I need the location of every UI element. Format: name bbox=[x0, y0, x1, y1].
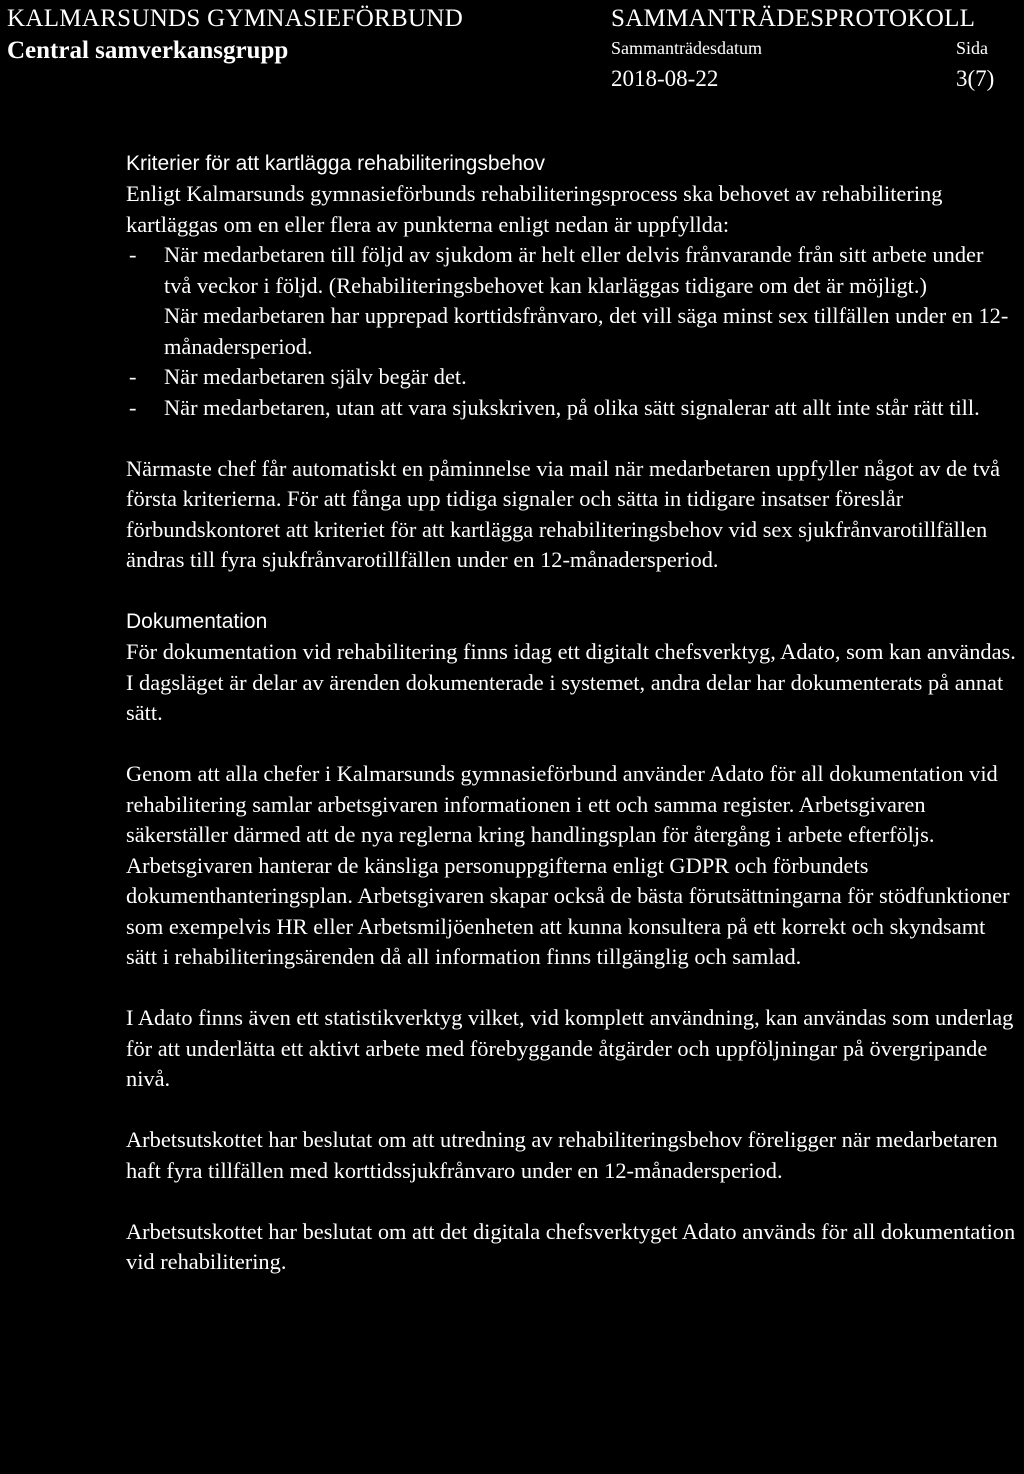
meta-values-row bbox=[611, 62, 1021, 96]
documentation-paragraph: I Adato finns även ett statistikverktyg vilket, vid komplett användning, kan användas som underlag för att underlätta ett aktivt arbete med förebyggande åtgärder och uppföljningar på övergripande nivå. bbox=[126, 1005, 1014, 1091]
criteria-item: - När medarbetaren till följd av sjukdom är helt eller delvis frånvarande från sitt arbete under två veckor i följd. (Rehabiliteringsbehovet kan klarläggas tidigare om det är möjligt.) bbox=[126, 240, 1016, 301]
reminder-paragraph: Närmaste chef får automatiskt en påminnelse via mail när medarbetaren uppfyller något av de två första kriterierna. För att fånga upp tidiga signaler och sätta in tidigare insatser föreslår förbundskontoret att kriteriet för att kartlägga rehabiliteringsbehov vid sex sjukfrånvarotillfällen ändras till fyra sjukfrånvarotillfällen under en 12-månadersperiod. bbox=[126, 455, 1001, 572]
decision-paragraph: Arbetsutskottet har beslutat om att utredning av rehabiliteringsbehov föreligger när medarbetaren haft fyra tillfällen med korttidssjukfrånvaro under en 12-månadersperiod. bbox=[126, 1127, 998, 1183]
documentation-paragraph: För dokumentation vid rehabilitering finns idag ett digitalt chefsverktyg, Adato, som kan användas. I dagsläget är delar av ärenden dokumenterade i systemet, andra delar har dokumenterats på annat sätt. bbox=[126, 639, 1016, 725]
paragraph-gap bbox=[126, 729, 1016, 760]
meta-labels-row bbox=[611, 34, 1021, 62]
decision-paragraph: Arbetsutskottet har beslutat om att det digitala chefsverktyget Adato används för all dokumentation vid rehabilitering. bbox=[126, 1218, 1016, 1274]
document-body bbox=[126, 148, 1016, 1278]
document-header-left bbox=[7, 4, 463, 68]
paragraph-gap bbox=[126, 423, 1016, 454]
meeting-date: 2018-08-22 bbox=[611, 66, 719, 91]
criteria-list bbox=[126, 240, 1016, 423]
paragraph-gap bbox=[126, 1095, 1016, 1126]
document-type: SAMMANTRÄDESPROTOKOLL bbox=[611, 5, 976, 32]
paragraph-gap bbox=[126, 973, 1016, 1004]
paragraph-gap bbox=[126, 576, 1016, 607]
section-heading-kriterier: Kriterier för att kartlägga rehabiliteringsbehov bbox=[126, 152, 546, 175]
criteria-item: - När medarbetaren själv begär det. bbox=[126, 362, 1016, 393]
page-number: 3(7) bbox=[956, 66, 995, 91]
criteria-intro: Enligt Kalmarsunds gymnasieförbunds rehabiliteringsprocess ska behovet av rehabilitering kartläggas om en eller flera av punkterna enligt nedan är uppfyllda: bbox=[126, 181, 943, 237]
group-name: Central samverkansgrupp bbox=[7, 37, 289, 64]
section-heading-dokumentation: Dokumentation bbox=[126, 610, 268, 633]
document-header-right bbox=[611, 4, 1021, 96]
paragraph-gap bbox=[126, 1186, 1016, 1217]
organization-name: KALMARSUNDS GYMNASIEFÖRBUND bbox=[7, 5, 464, 32]
criteria-item: När medarbetaren har upprepad korttidsfrånvaro, det vill säga minst sex tillfällen under en 12-månadersperiod. bbox=[164, 303, 1009, 359]
page-label: Sida bbox=[956, 38, 989, 58]
date-label: Sammanträdesdatum bbox=[611, 38, 762, 58]
criteria-item: - När medarbetaren, utan att vara sjukskriven, på olika sätt signalerar att allt inte står rätt till. bbox=[126, 393, 1016, 424]
documentation-paragraph: Genom att alla chefer i Kalmarsunds gymnasieförbund använder Adato för all dokumentation vid rehabilitering samlar arbetsgivaren informationen i ett och samma register. Arbetsgivaren säkerställer därmed att de nya reglerna kring handlingsplan för återgång i arbete efterföljs. Arbetsgivaren hanterar de känsliga personuppgifterna enligt GDPR och förbundets dokumenthanteringsplan. Arbetsgivaren skapar också de bästa förutsättningarna för stödfunktioner som exempelvis HR eller Arbetsmiljöenheten att kunna konsultera på ett korrekt och skyndsamt sätt i rehabiliteringsärenden då all information finns tillgänglig och samlad. bbox=[126, 761, 1010, 969]
